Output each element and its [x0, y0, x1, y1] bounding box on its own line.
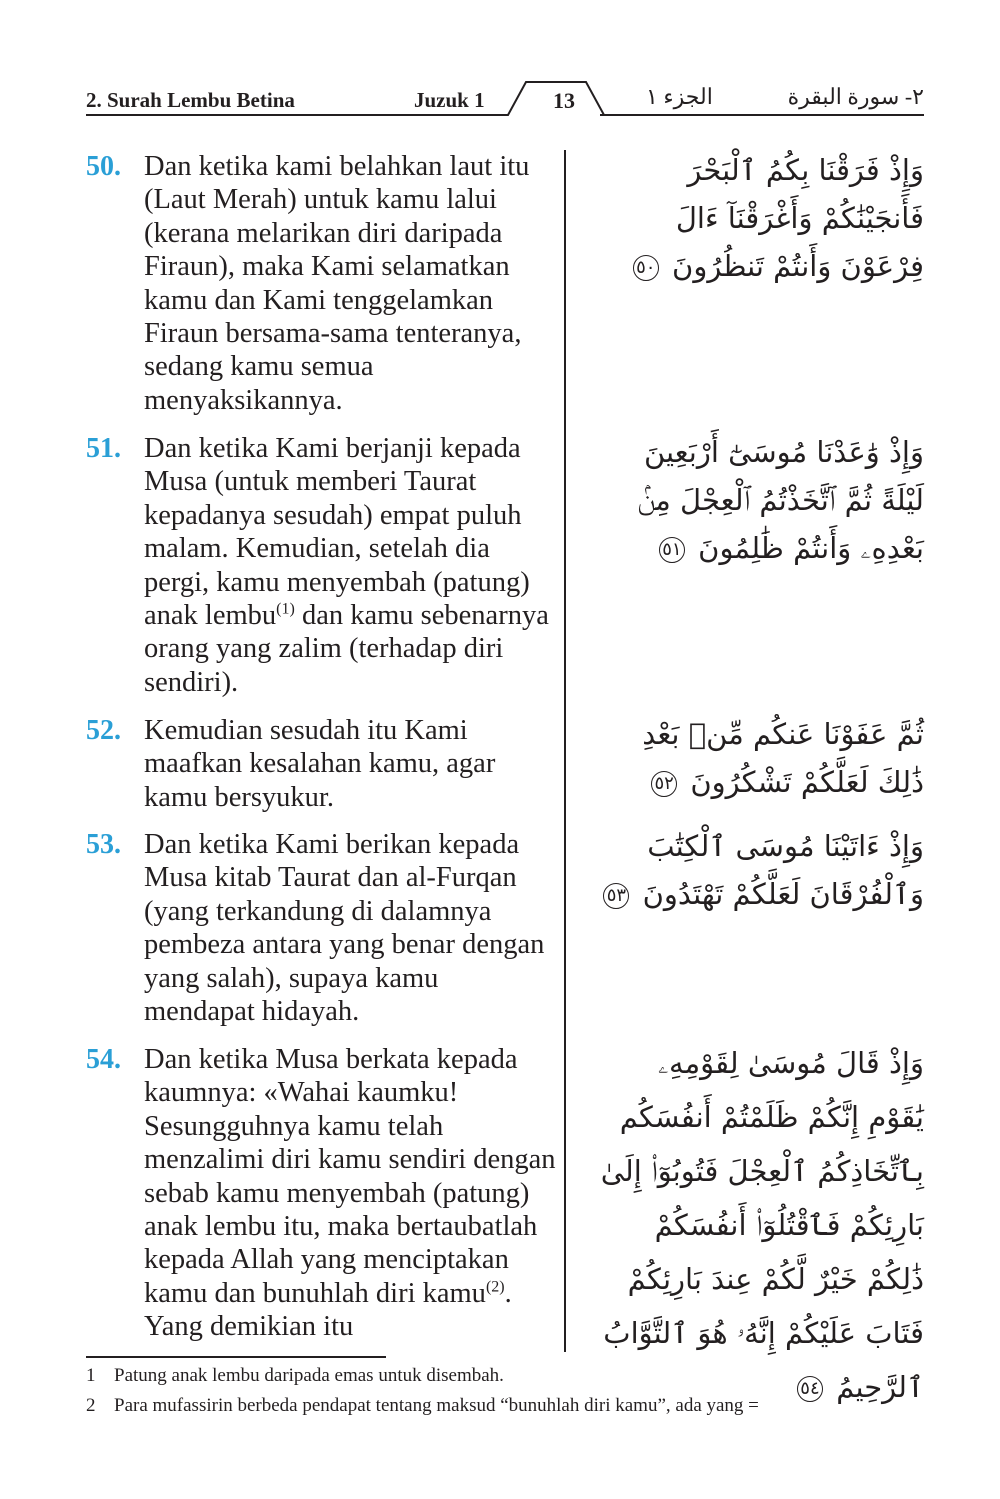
page-header — [86, 82, 924, 122]
verse-arabic-53 — [596, 822, 924, 918]
verse-translation-50 — [86, 150, 556, 417]
ayah-number-marker: ٥٢ — [651, 771, 677, 797]
verse-text-part: dan kamu sebenarnya orang yang zalim (terhadap diri sendiri). — [144, 600, 549, 698]
footnote-1 — [86, 1364, 924, 1388]
footnote-reference: (1) — [276, 600, 295, 618]
arabic-verse-text: ثُمَّ عَفَوْنَا عَنكُم مِّنۢ بَعْدِ ذَٰلِكَ لَعَلَّكُمْ تَشْكُرُونَ — [642, 717, 924, 799]
arabic-verse-text: وَإِذْ ءَاتَيْنَا مُوسَى ٱلْكِتَٰبَ وَٱلْفُرْقَانَ لَعَلَّكُمْ تَهْتَدُونَ — [642, 829, 924, 911]
surah-title-malay: 2. Surah Lembu Betina — [86, 88, 295, 112]
footnote-text: Patung anak lembu daripada emas untuk disembah. — [114, 1365, 504, 1386]
verse-number: 52. — [86, 715, 121, 746]
footnote-reference: (2) — [485, 1278, 505, 1296]
arabic-verse-text: وَإِذْ فَرَقْنَا بِكُمُ ٱلْبَحْرَ فَأَنجَيْنَٰكُمْ وَأَغْرَقْنَآ ءَالَ فِرْعَوْنَ وَأَنتُمْ تَنظُرُونَ — [672, 153, 924, 283]
verse-number: 51. — [86, 433, 121, 464]
ayah-number-marker: ٥٣ — [603, 883, 629, 909]
verse-translation-52 — [86, 714, 556, 814]
verse-text: Dan ketika kami belahkan laut itu (Laut Merah) untuk kamu lalui (kerana melarikan diri daripada Firaun), maka Kami selamatkan kamu dan Kami tenggelamkan Firaun bersama-sama tenteranya, sedang kamu semua menyaksikannya. — [144, 151, 530, 416]
verse-text: Kemudian sesudah itu Kami maafkan kesalahan kamu, agar kamu bersyukur. — [144, 715, 496, 813]
verse-text: Dan ketika Kami berikan kepada Musa kitab Taurat dan al-Furqan (yang terkandung di dalamnya pembeza antara yang benar dengan yang salah), supaya kamu mendapat hidayah. — [144, 829, 545, 1028]
arabic-verse-text: وَإِذْ وَٰعَدْنَا مُوسَىٰٓ أَرْبَعِينَ لَيْلَةً ثُمَّ ٱتَّخَذْتُمُ ٱلْعِجْلَ مِنۢ بَعْدِهِۦ وَأَنتُمْ ظَٰلِمُونَ — [637, 435, 924, 565]
verse-text — [144, 1043, 556, 1344]
ayah-number-marker: ٥١ — [659, 537, 685, 563]
juz-label-arabic: الجزء ١ — [646, 84, 713, 109]
footnote-number: 2 — [86, 1395, 96, 1416]
verse-text — [144, 432, 556, 699]
verse-translation-53 — [86, 828, 556, 1028]
header-rule-right — [600, 114, 924, 116]
ayah-number-marker: ٥٤ — [797, 1376, 823, 1402]
verse-translation-51 — [86, 432, 556, 699]
verse-number: 54. — [86, 1044, 121, 1075]
page-number: 13 — [553, 88, 575, 113]
footnote-2 — [86, 1394, 924, 1418]
arabic-verse-text: وَإِذْ قَالَ مُوسَىٰ لِقَوْمِهِۦ يَٰقَوْمِ إِنَّكُمْ ظَلَمْتُمْ أَنفُسَكُم بِٱتِّخَاذِكُمُ ٱلْعِجْلَ فَتُوبُوٓا۟ إِلَىٰ بَارِئِكُمْ فَٱقْتُلُوٓا۟ أَنفُسَكُمْ ذَٰلِكُمْ خَيْرٌ لَّكُمْ عِندَ بَارِئِكُمْ فَتَابَ عَلَيْكُمْ إِنَّهُۥ هُوَ ٱلتَّوَّابُ ٱلرَّحِيمُ — [600, 1046, 924, 1404]
verse-arabic-51 — [596, 428, 924, 572]
verse-translation-54 — [86, 1043, 556, 1344]
verse-arabic-52 — [596, 710, 924, 806]
verse-number: 53. — [86, 829, 121, 860]
verse-text-part: Dan ketika Musa berkata kepada kaumnya: «Wahai kaumku! Sesungguhnya kamu telah menzalimi diri kamu sendiri dengan sebab kamu menyembah (patung) anak lembu itu, maka bertaubatlah kepada Allah yang menciptakan kamu dan bunuhlah diri kamu — [144, 1044, 556, 1309]
verse-text-part: . Yang demikian itu — [144, 1277, 512, 1343]
column-divider — [564, 150, 566, 1352]
header-rule-left — [86, 114, 508, 116]
juzuk-label-malay: Juzuk 1 — [414, 88, 485, 112]
ayah-number-marker: ٥٠ — [633, 255, 659, 281]
footnote-text: Para mufassirin berbeda pendapat tentang maksud “bunuhlah diri kamu”, ada yang = — [114, 1395, 759, 1416]
footnote-number: 1 — [86, 1365, 96, 1386]
surah-title-arabic: ٢- سورة البقرة — [787, 84, 924, 109]
verse-arabic-54 — [596, 1036, 924, 1414]
verse-text-part: Dan ketika Kami berjanji kepada Musa (untuk memberi Taurat kepadanya sesudah) empat puluh malam. Kemudian, setelah dia pergi, kamu menyembah (patung) anak lembu — [144, 433, 530, 632]
verse-number: 50. — [86, 151, 121, 182]
footnote-rule — [86, 1356, 386, 1358]
verse-arabic-50 — [596, 146, 924, 290]
